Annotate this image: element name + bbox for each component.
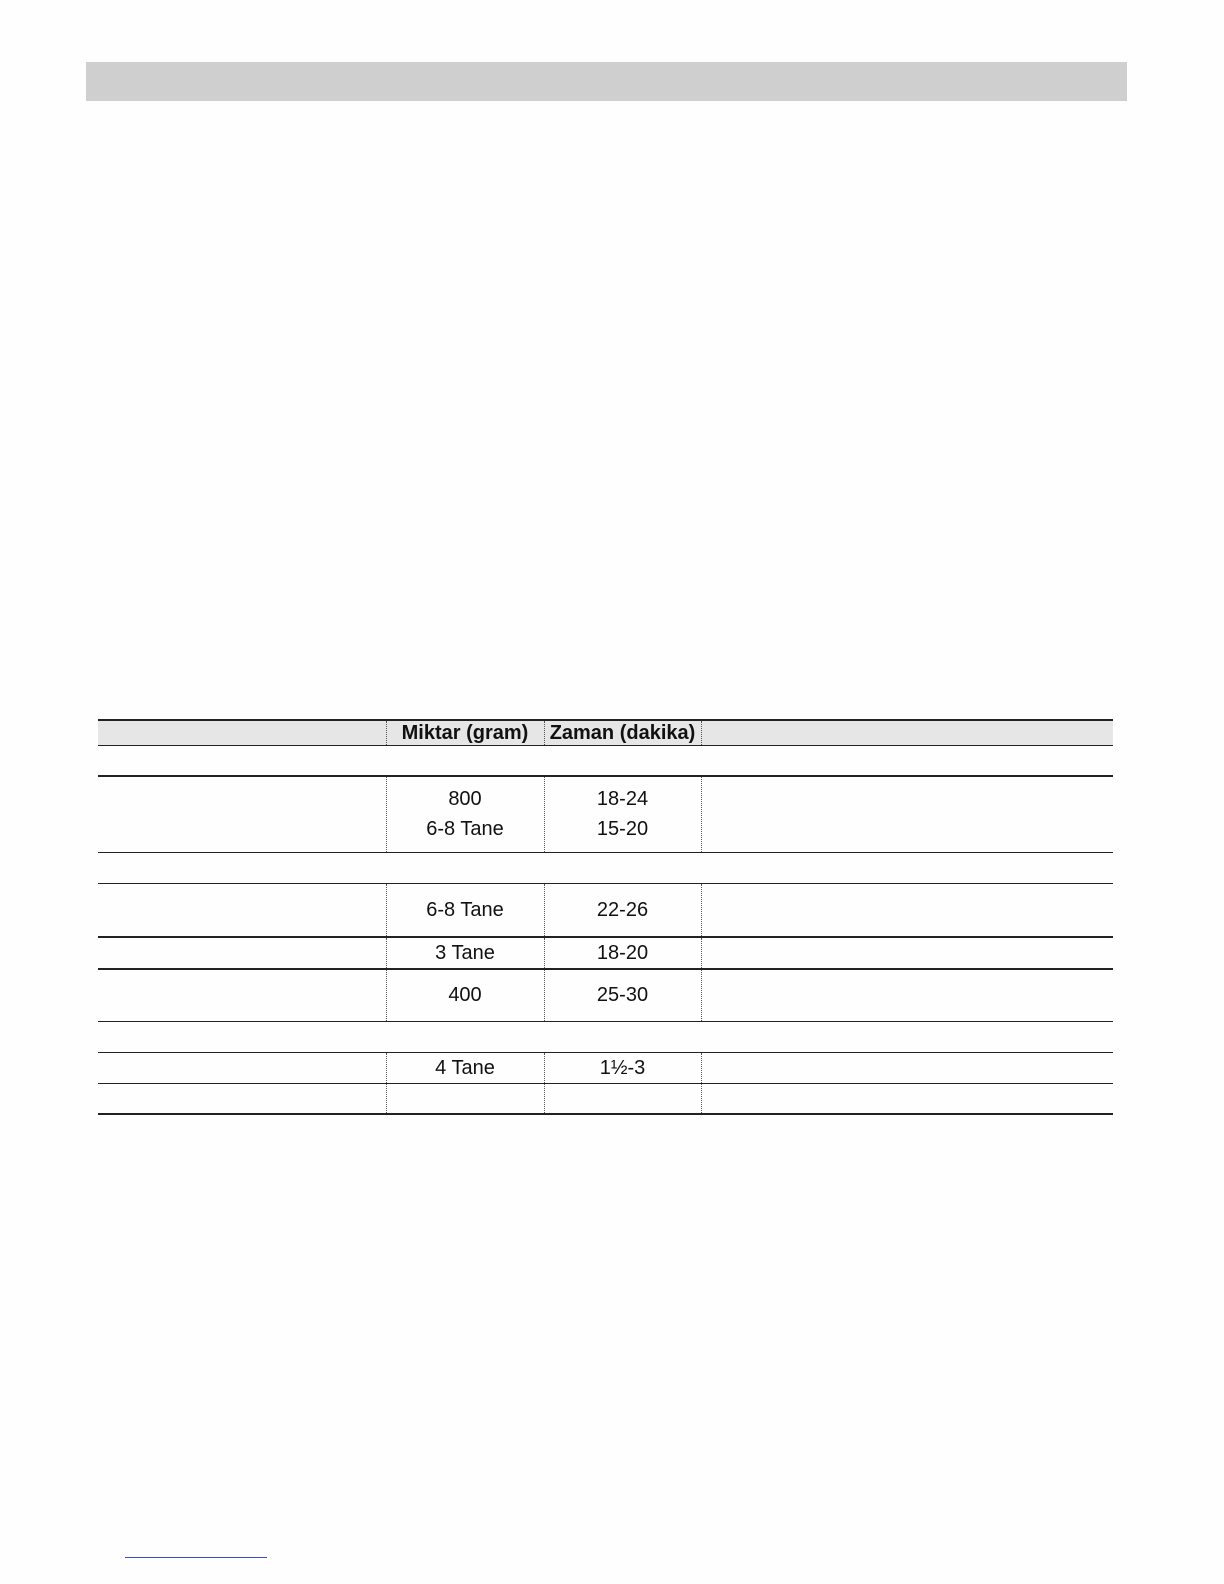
header-food [98,720,386,746]
time-value: 15-20 [596,818,649,841]
amount-value: 400 [386,969,544,1022]
table-row [98,884,1113,937]
table-header-row [98,720,1113,746]
table-category-row [98,853,1113,884]
time-value: 1½-3 [544,1053,701,1084]
amount-value: 6-8 Tane [426,818,504,841]
table-category-row [98,1022,1113,1053]
header-notes [701,720,1113,746]
amount-value: 4 Tane [386,1053,544,1084]
time-value [544,1084,701,1114]
table-row [98,969,1113,1022]
amount-value: 6-8 Tane [386,884,544,937]
header-time: Zaman (dakika) [544,720,701,746]
table-row [98,776,1113,853]
section-header-band [86,62,1127,101]
table-row [98,937,1113,969]
time-value: 22-26 [544,884,701,937]
table-row [98,1084,1113,1114]
time-value: 25-30 [544,969,701,1022]
time-value: 18-24 [596,788,649,811]
footer-link-underline[interactable] [125,1557,267,1558]
amount-value [386,1084,544,1114]
time-value: 18-20 [544,937,701,969]
cooking-table [98,719,1113,1115]
amount-value: 3 Tane [386,937,544,969]
header-amount: Miktar (gram) [386,720,544,746]
table-category-row [98,746,1113,776]
amount-value: 800 [448,788,482,811]
table-row [98,1053,1113,1084]
